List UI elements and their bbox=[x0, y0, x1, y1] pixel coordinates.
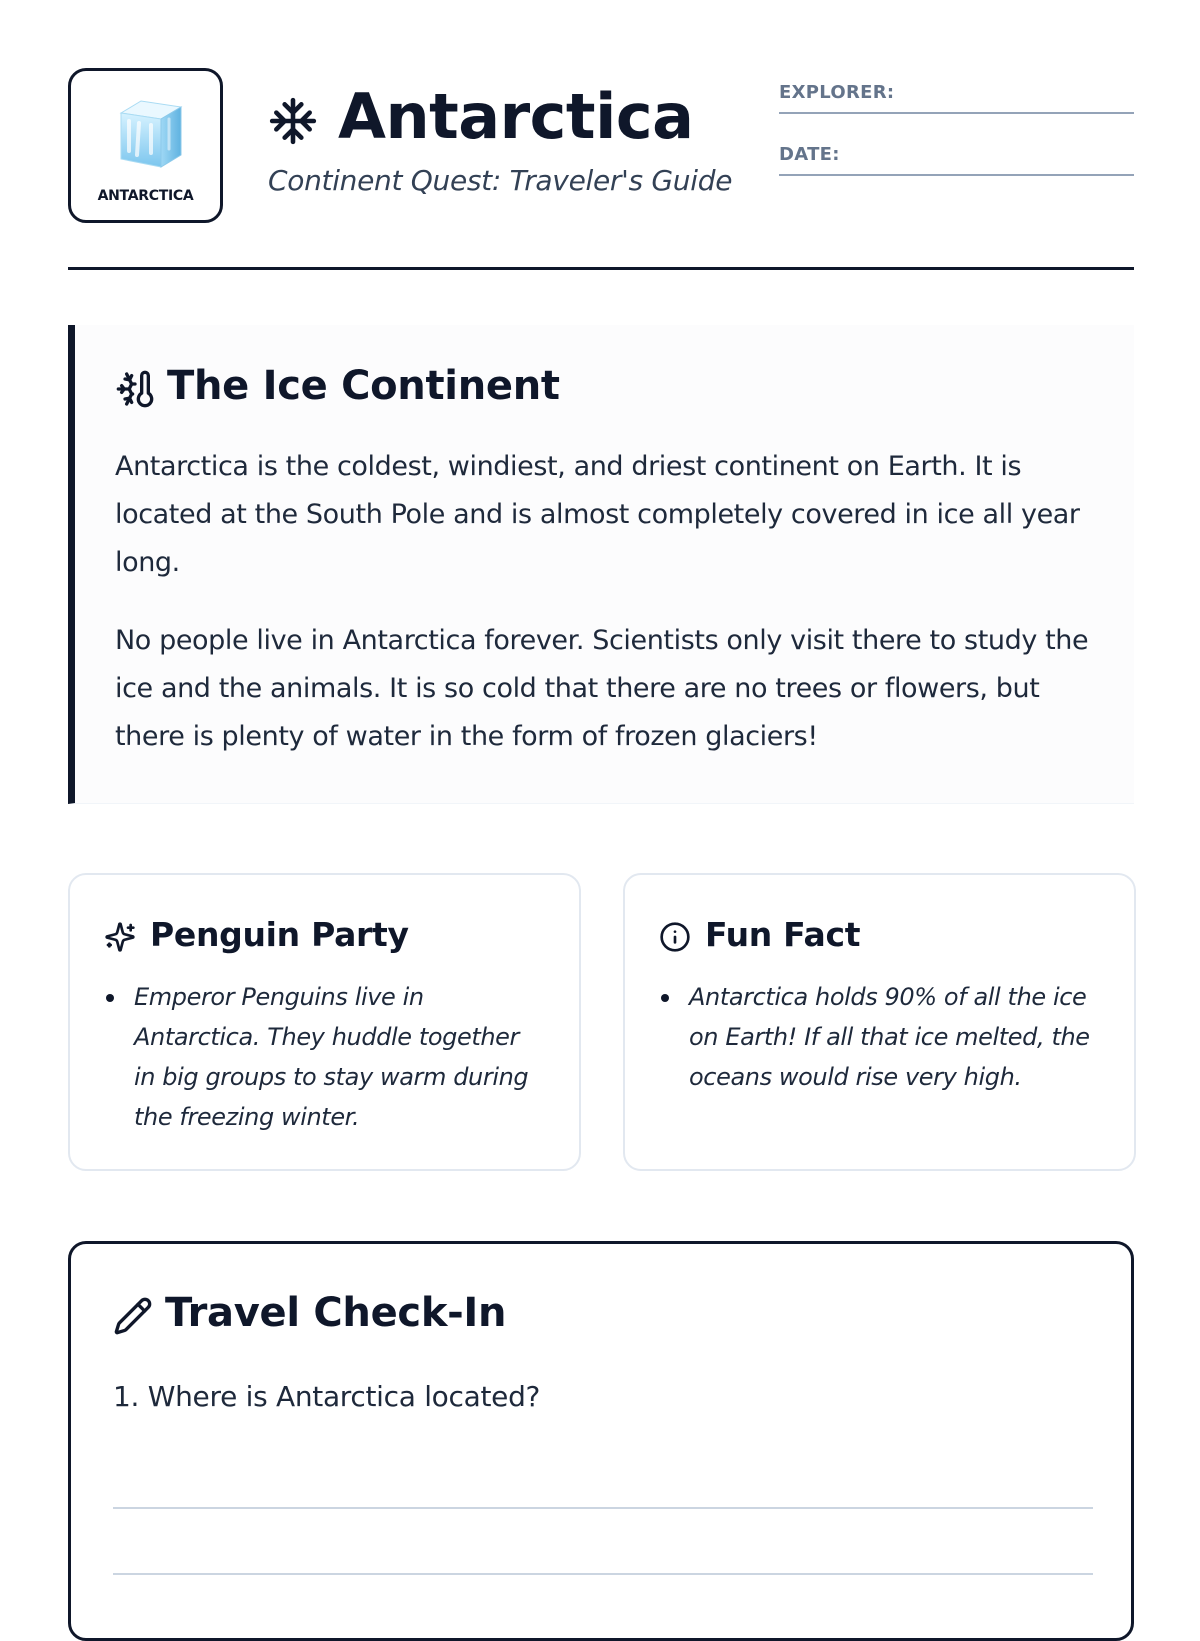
pencil-icon bbox=[113, 1296, 153, 1336]
badge-label: ANTARCTICA bbox=[97, 188, 194, 204]
question-text: 1. Where is Antarctica located? bbox=[113, 1380, 541, 1413]
page-subtitle: Continent Quest: Traveler's Guide bbox=[268, 164, 733, 197]
card-list bbox=[659, 977, 1099, 1097]
travel-checkin-section bbox=[68, 1241, 1134, 1641]
header-divider bbox=[68, 267, 1134, 270]
thermometer-snowflake-icon bbox=[115, 369, 155, 409]
intro-section bbox=[68, 325, 1134, 804]
snowflake-icon bbox=[268, 96, 318, 146]
card-list bbox=[104, 977, 544, 1137]
sparkles-icon bbox=[104, 921, 136, 953]
explorer-field[interactable] bbox=[779, 82, 1134, 114]
list-item: Antarctica holds 90% of all the ice on Earth! If all that ice melted, the oceans would rise very high. bbox=[659, 977, 1099, 1097]
fun-fact-card bbox=[623, 873, 1136, 1171]
checkin-title: Travel Check-In bbox=[165, 1290, 507, 1336]
date-field[interactable] bbox=[779, 144, 1134, 176]
card-title: Fun Fact bbox=[705, 915, 861, 954]
answer-line[interactable] bbox=[113, 1507, 1093, 1509]
explorer-label: EXPLORER: bbox=[779, 82, 895, 103]
ice-cube-icon bbox=[111, 97, 187, 173]
list-item: Emperor Penguins live in Antarctica. They huddle together in big groups to stay warm during the freezing winter. bbox=[104, 977, 544, 1137]
page-title: Antarctica bbox=[338, 80, 694, 153]
penguin-card bbox=[68, 873, 581, 1171]
date-label: DATE: bbox=[779, 144, 840, 165]
info-icon bbox=[659, 921, 691, 953]
worksheet-page bbox=[68, 0, 1134, 1600]
intro-paragraph: Antarctica is the coldest, windiest, and driest continent on Earth. It is located at the South Pole and is almost completely covered in ice all year long. bbox=[115, 451, 1080, 578]
continent-badge bbox=[68, 68, 223, 223]
card-title: Penguin Party bbox=[150, 915, 409, 954]
intro-paragraph: No people live in Antarctica forever. Scientists only visit there to study the ice and the animals. It is so cold that there are no trees or flowers, but there is plenty of water in the form of frozen glaciers! bbox=[115, 625, 1089, 752]
answer-line[interactable] bbox=[113, 1573, 1093, 1575]
intro-title: The Ice Continent bbox=[167, 363, 560, 409]
